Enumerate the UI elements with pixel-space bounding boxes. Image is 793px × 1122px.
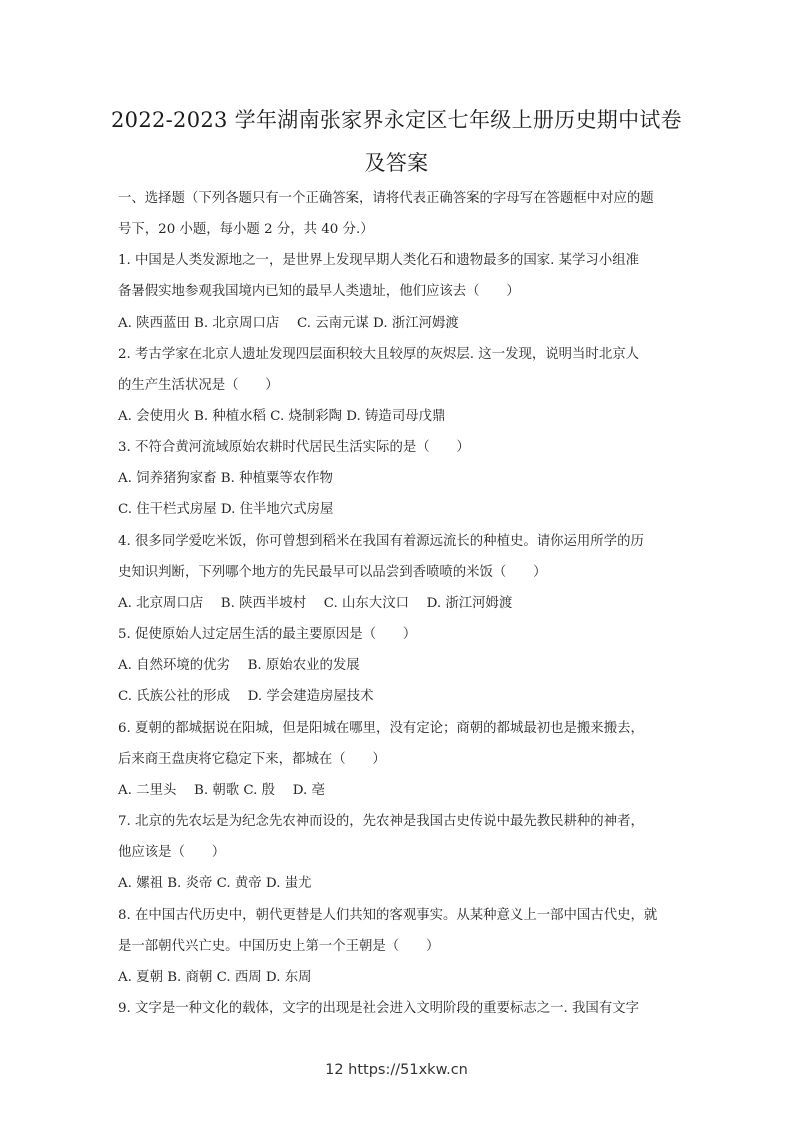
text-line: 备暑假实地参观我国境内已知的最早人类遗址，他们应该去（ ）: [118, 284, 520, 299]
section-heading: 一、选择题（下列各题只有一个正确答案，请将代表正确答案的字母写在答题框中对应的题: [118, 191, 654, 206]
document-title-continued: 及答案: [364, 151, 429, 175]
question-3: 3. 不符合黄河流域原始农耕时代居民生活实际的是（ ）: [118, 440, 470, 455]
question-4: 4. 很多同学爱吃米饭，你可曾想到稻米在我国有着源远流长的种植史。请你运用所学的历: [118, 534, 644, 549]
text-line: 史知识判断，下列哪个地方的先民最早可以品尝到香喷喷的米饭（ ）: [118, 565, 547, 580]
page-footer: 12 https://51xkw.cn: [325, 1062, 468, 1078]
question-7: 7. 北京的先农坛是为纪念先农神而设的，先农神是我国古史传说中最先教民耕种的神者，: [118, 814, 644, 829]
options-line: A. 陕西蓝田 B. 北京周口店 C. 云南元谋 D. 浙江河姆渡: [118, 316, 459, 331]
text-line: 后来商王盘庚将它稳定下来，都城在（ ）: [118, 752, 386, 767]
options-line: A. 饲养猪狗家畜 B. 种植粟等农作物: [118, 471, 333, 486]
question-9: 9. 文字是一种文化的载体，文字的出现是社会进入文明阶段的重要标志之一. 我国有文字: [118, 1001, 639, 1016]
options-line: A. 自然环境的优劣 B. 原始农业的发展: [118, 658, 360, 673]
text-line: 号下，20 小题，每小题 2 分，共 40 分.）: [118, 222, 374, 237]
question-2: 2. 考古学家在北京人遗址发现四层面积较大且较厚的灰烬层. 这一发现，说明当时北京人: [118, 347, 639, 362]
options-line: C. 氏族公社的形成 D. 学会建造房屋技术: [118, 689, 374, 704]
document-title: 2022-2023 学年湖南张家界永定区七年级上册历史期中试卷: [111, 108, 682, 132]
options-line: A. 嫘祖 B. 炎帝 C. 黄帝 D. 蚩尤: [118, 876, 312, 891]
options-line: A. 二里头 B. 朝歌 C. 殷 D. 亳: [118, 783, 325, 798]
question-6: 6. 夏朝的都城据说在阳城，但是阳城在哪里，没有定论；商朝的都城最初也是搬来搬去，: [118, 721, 644, 736]
options-line: A. 夏朝 B. 商朝 C. 西周 D. 东周: [118, 970, 312, 985]
question-8: 8. 在中国古代历史中，朝代更替是人们共知的客观事实。从某种意义上一部中国古代史，就: [118, 908, 658, 923]
options-line: C. 住干栏式房屋 D. 住半地穴式房屋: [118, 502, 334, 517]
question-5: 5. 促使原始人过定居生活的最主要原因是（ ）: [118, 627, 417, 642]
options-line: A. 会使用火 B. 种植水稻 C. 烧制彩陶 D. 铸造司母戊鼎: [118, 409, 446, 424]
text-line: 他应该是（ ）: [118, 845, 226, 860]
text-line: 是一部朝代兴亡史。中国历史上第一个王朝是（ ）: [118, 939, 440, 954]
question-1: 1. 中国是人类发源地之一，是世界上发现早期人类化石和遗物最多的国家. 某学习小组准: [118, 253, 639, 268]
text-line: 的生产生活状况是（ ）: [118, 378, 279, 393]
options-line: A. 北京周口店 B. 陕西半坡村 C. 山东大汶口 D. 浙江河姆渡: [118, 596, 513, 611]
